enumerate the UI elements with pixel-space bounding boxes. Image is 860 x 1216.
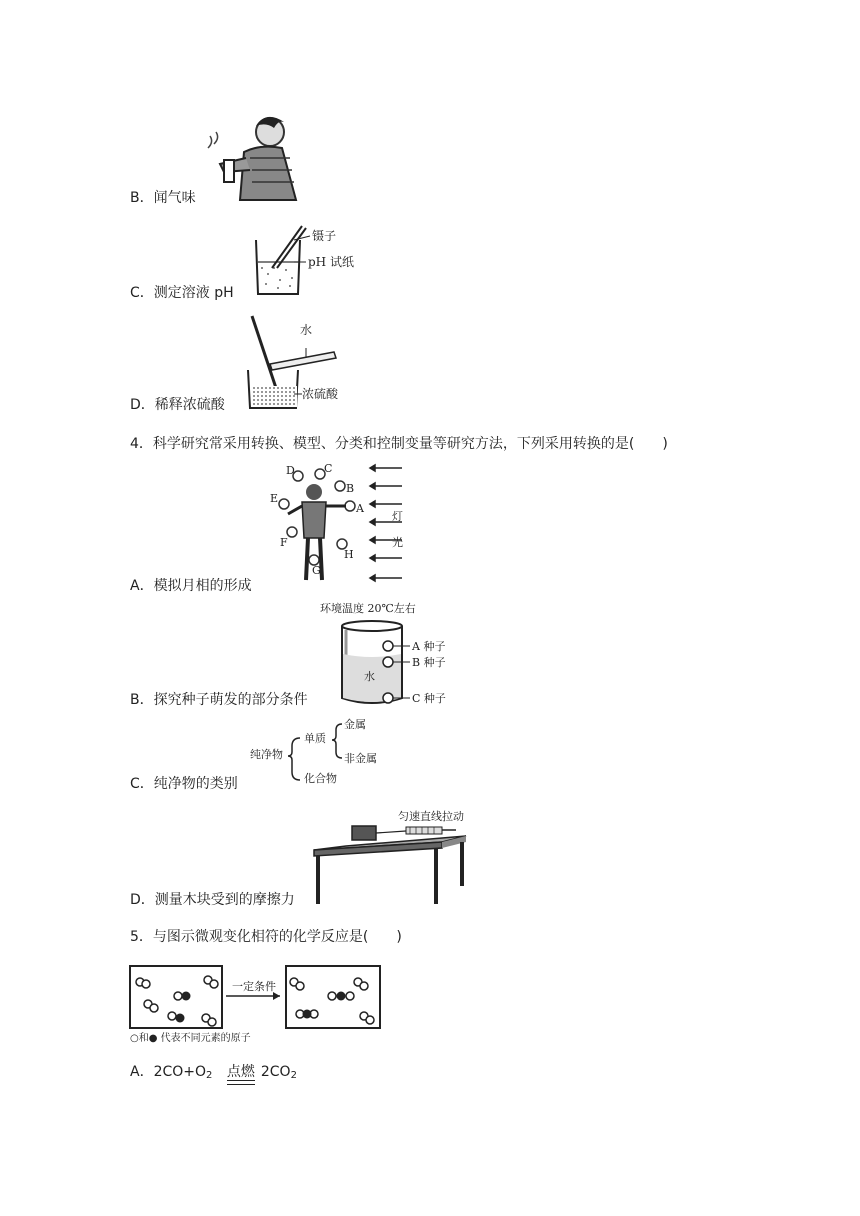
- label-uniform-pull: 匀速直线拉动: [398, 810, 464, 823]
- moon-letter: C: [324, 462, 333, 475]
- figure-smell: [200, 108, 302, 204]
- label-water-in-beaker: 水: [364, 670, 375, 683]
- label-pure-substance: 纯净物: [250, 748, 283, 761]
- option-label: C．纯净物的类别: [130, 776, 238, 792]
- figure-moon-phase: [262, 462, 412, 592]
- label-water: 水: [300, 323, 313, 337]
- option-label: D．稀释浓硫酸: [130, 397, 225, 413]
- moon-letter: A: [356, 502, 364, 515]
- question-5-stem: 5．与图示微观变化相符的化学反应是( ): [130, 929, 402, 945]
- label-element: 单质: [304, 732, 326, 745]
- label-nonmetal: 非金属: [344, 752, 377, 765]
- moon-letter: B: [346, 482, 355, 495]
- moon-letter: E: [270, 492, 279, 505]
- label-seed: A 种子: [412, 640, 446, 653]
- label-metal: 金属: [344, 718, 366, 731]
- label-light: 光: [392, 536, 403, 549]
- label-env-temp: 环境温度 20℃左右: [320, 602, 416, 615]
- moon-letter: G: [312, 564, 321, 577]
- option-label: D．测量木块受到的摩擦力: [130, 892, 295, 908]
- subscript: 2: [290, 1070, 297, 1081]
- label-reaction-condition: 一定条件: [232, 980, 276, 993]
- label-seed: C 种子: [412, 692, 446, 705]
- label-atom-legend: ○和● 代表不同元素的原子: [130, 1033, 251, 1044]
- figure-micro-reaction: [128, 962, 384, 1044]
- moon-letter: F: [280, 536, 288, 549]
- label-seed: B 种子: [412, 656, 446, 669]
- question-4-stem: 4．科学研究常采用转换、模型、分类和控制变量等研究方法，下列采用转换的是( ): [130, 436, 668, 452]
- label-tweezers: 镊子: [312, 229, 337, 243]
- option-label: A．模拟月相的形成: [130, 578, 252, 594]
- label-conc-acid: 浓硫酸: [302, 387, 339, 401]
- figure-substance-classification: [244, 716, 394, 792]
- figure-seed-germination: [316, 600, 468, 708]
- reaction-condition: 点燃: [227, 1062, 255, 1085]
- figure-ph-test: [250, 222, 362, 298]
- option-label: B．探究种子萌发的部分条件: [130, 692, 308, 708]
- moon-letter: D: [286, 464, 295, 477]
- option-label: C．测定溶液 pH: [130, 285, 234, 301]
- label-lamp: 灯: [392, 510, 403, 523]
- option-label: B．闻气味: [130, 190, 196, 206]
- label-compound: 化合物: [304, 772, 337, 785]
- figure-dilute-acid: [244, 314, 340, 410]
- subscript: 2: [206, 1070, 213, 1081]
- equation-reactants: A．2CO+O: [130, 1064, 207, 1080]
- moon-letter: H: [344, 548, 354, 561]
- equation-product: 2CO: [260, 1064, 291, 1080]
- option-a-equation: [130, 1062, 297, 1086]
- figure-friction: [306, 806, 474, 906]
- label-ph-paper: pH 试纸: [308, 255, 354, 269]
